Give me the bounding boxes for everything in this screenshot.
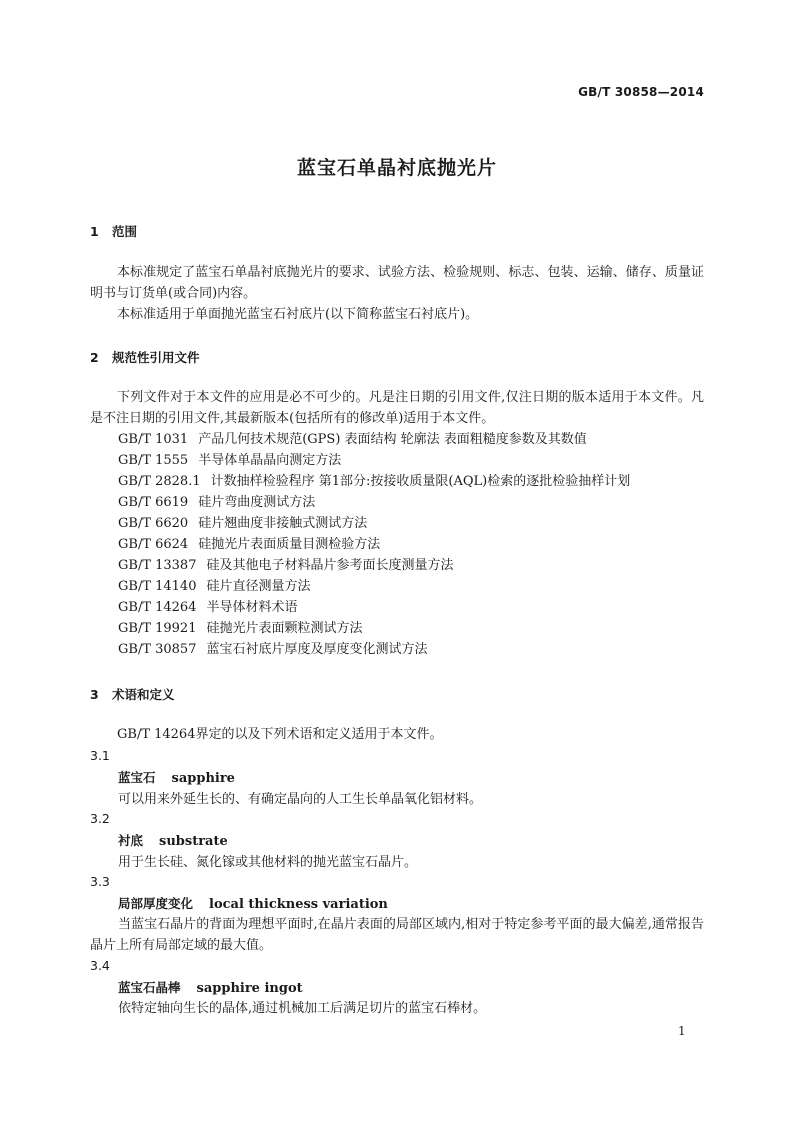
- references-intro-paragraph: 下列文件对于本文件的应用是必不可少的。凡是注日期的引用文件,仅注日期的版本适用于本文件。凡是不注日期的引用文件,其最新版本(包括所有的修改单)适用于本文件。: [90, 390, 704, 426]
- section-number: 2: [90, 350, 99, 365]
- reference-code: GB/T 14140: [118, 579, 197, 594]
- term-heading: [118, 831, 228, 849]
- reference-code: GB/T 1031: [118, 432, 189, 447]
- reference-title: 计数抽样检验程序 第1部分:按接收质量限(AQL)检索的逐批检验抽样计划: [210, 474, 631, 489]
- term-definition: [90, 852, 704, 873]
- term-english: sapphire ingot: [196, 981, 303, 996]
- section-number: 3: [90, 687, 99, 702]
- term-definition: [90, 998, 704, 1019]
- reference-title: 产品几何技术规范(GPS) 表面结构 轮廓法 表面粗糙度参数及其数值: [198, 432, 587, 447]
- reference-item: [118, 534, 718, 555]
- term-english: sapphire: [171, 771, 235, 786]
- reference-code: GB/T 13387: [118, 558, 197, 573]
- reference-code: GB/T 14264: [118, 600, 197, 615]
- term-heading: [118, 894, 388, 912]
- section-title: 术语和定义: [112, 687, 175, 702]
- term-heading: [118, 768, 235, 786]
- reference-code: GB/T 19921: [118, 621, 197, 636]
- term-definition: [90, 789, 704, 810]
- section-heading-scope: [90, 222, 137, 240]
- section-heading-terms-definitions: [90, 685, 175, 703]
- scope-paragraph: 本标准规定了蓝宝石单晶衬底抛光片的要求、试验方法、检验规则、标志、包装、运输、储存、质量证明书与订货单(或合同)内容。: [90, 265, 704, 301]
- section-title: 规范性引用文件: [112, 350, 200, 365]
- reference-item: [118, 618, 718, 639]
- reference-code: GB/T 6619: [118, 495, 189, 510]
- term-definition-text: 用于生长硅、氮化镓或其他材料的抛光蓝宝石晶片。: [118, 855, 418, 870]
- section-heading-normative-references: [90, 348, 200, 366]
- term-number: 3.4: [90, 958, 110, 973]
- term-definition-text: 依特定轴向生长的晶体,通过机械加工后满足切片的蓝宝石棒材。: [118, 1001, 487, 1016]
- reference-title: 硅片直径测量方法: [206, 579, 311, 594]
- term-chinese: 衬底: [118, 833, 144, 848]
- reference-item: [118, 576, 718, 597]
- term-chinese: 蓝宝石: [118, 770, 156, 785]
- reference-title: 半导体材料术语: [206, 600, 298, 615]
- term-number: 3.1: [90, 748, 110, 763]
- terms-intro: [90, 724, 704, 745]
- reference-code: GB/T 1555: [118, 453, 189, 468]
- reference-item: [118, 450, 718, 471]
- term-definition: [90, 914, 704, 956]
- reference-item: [118, 429, 718, 450]
- references-intro: [90, 387, 704, 429]
- scope-text: [90, 262, 704, 325]
- reference-item: [118, 597, 718, 618]
- reference-code: GB/T 6624: [118, 537, 189, 552]
- reference-item: [118, 513, 718, 534]
- reference-title: 硅抛光片表面颗粒测试方法: [206, 621, 363, 636]
- reference-title: 半导体单晶晶向测定方法: [198, 453, 342, 468]
- reference-title: 硅片弯曲度测试方法: [198, 495, 316, 510]
- term-heading: [118, 978, 303, 996]
- term-english: local thickness variation: [209, 897, 388, 912]
- reference-code: GB/T 6620: [118, 516, 189, 531]
- term-definition-text: 可以用来外延生长的、有确定晶向的人工生长单晶氧化铝材料。: [118, 792, 483, 807]
- term-chinese: 局部厚度变化: [118, 896, 194, 911]
- reference-title: 硅片翘曲度非接触式测试方法: [198, 516, 368, 531]
- reference-code: GB/T 30857: [118, 642, 197, 657]
- page-number: 1: [678, 1024, 686, 1038]
- reference-title: 硅抛光片表面质量目测检验方法: [198, 537, 381, 552]
- reference-item: [118, 639, 718, 660]
- term-number: 3.2: [90, 811, 110, 826]
- reference-list: [118, 429, 718, 660]
- reference-title: 硅及其他电子材料晶片参考面长度测量方法: [206, 558, 454, 573]
- term-definition-text: 当蓝宝石晶片的背面为理想平面时,在晶片表面的局部区域内,相对于特定参考平面的最大偏差,通常报告晶片上所有局部定域的最大值。: [90, 917, 704, 953]
- section-number: 1: [90, 224, 99, 239]
- reference-item: [118, 492, 718, 513]
- section-title: 范围: [112, 224, 138, 239]
- reference-item: [118, 471, 718, 492]
- term-chinese: 蓝宝石晶棒: [118, 980, 181, 995]
- reference-title: 蓝宝石衬底片厚度及厚度变化测试方法: [206, 642, 428, 657]
- scope-paragraph: 本标准适用于单面抛光蓝宝石衬底片(以下简称蓝宝石衬底片)。: [117, 307, 479, 322]
- standard-number: GB/T 30858—2014: [578, 85, 704, 99]
- term-english: substrate: [159, 834, 228, 849]
- reference-code: GB/T 2828.1: [118, 474, 201, 489]
- terms-intro-paragraph: GB/T 14264界定的以及下列术语和定义适用于本文件。: [117, 727, 443, 742]
- reference-item: [118, 555, 718, 576]
- document-title: 蓝宝石单晶衬底抛光片: [296, 157, 497, 179]
- term-number: 3.3: [90, 874, 110, 889]
